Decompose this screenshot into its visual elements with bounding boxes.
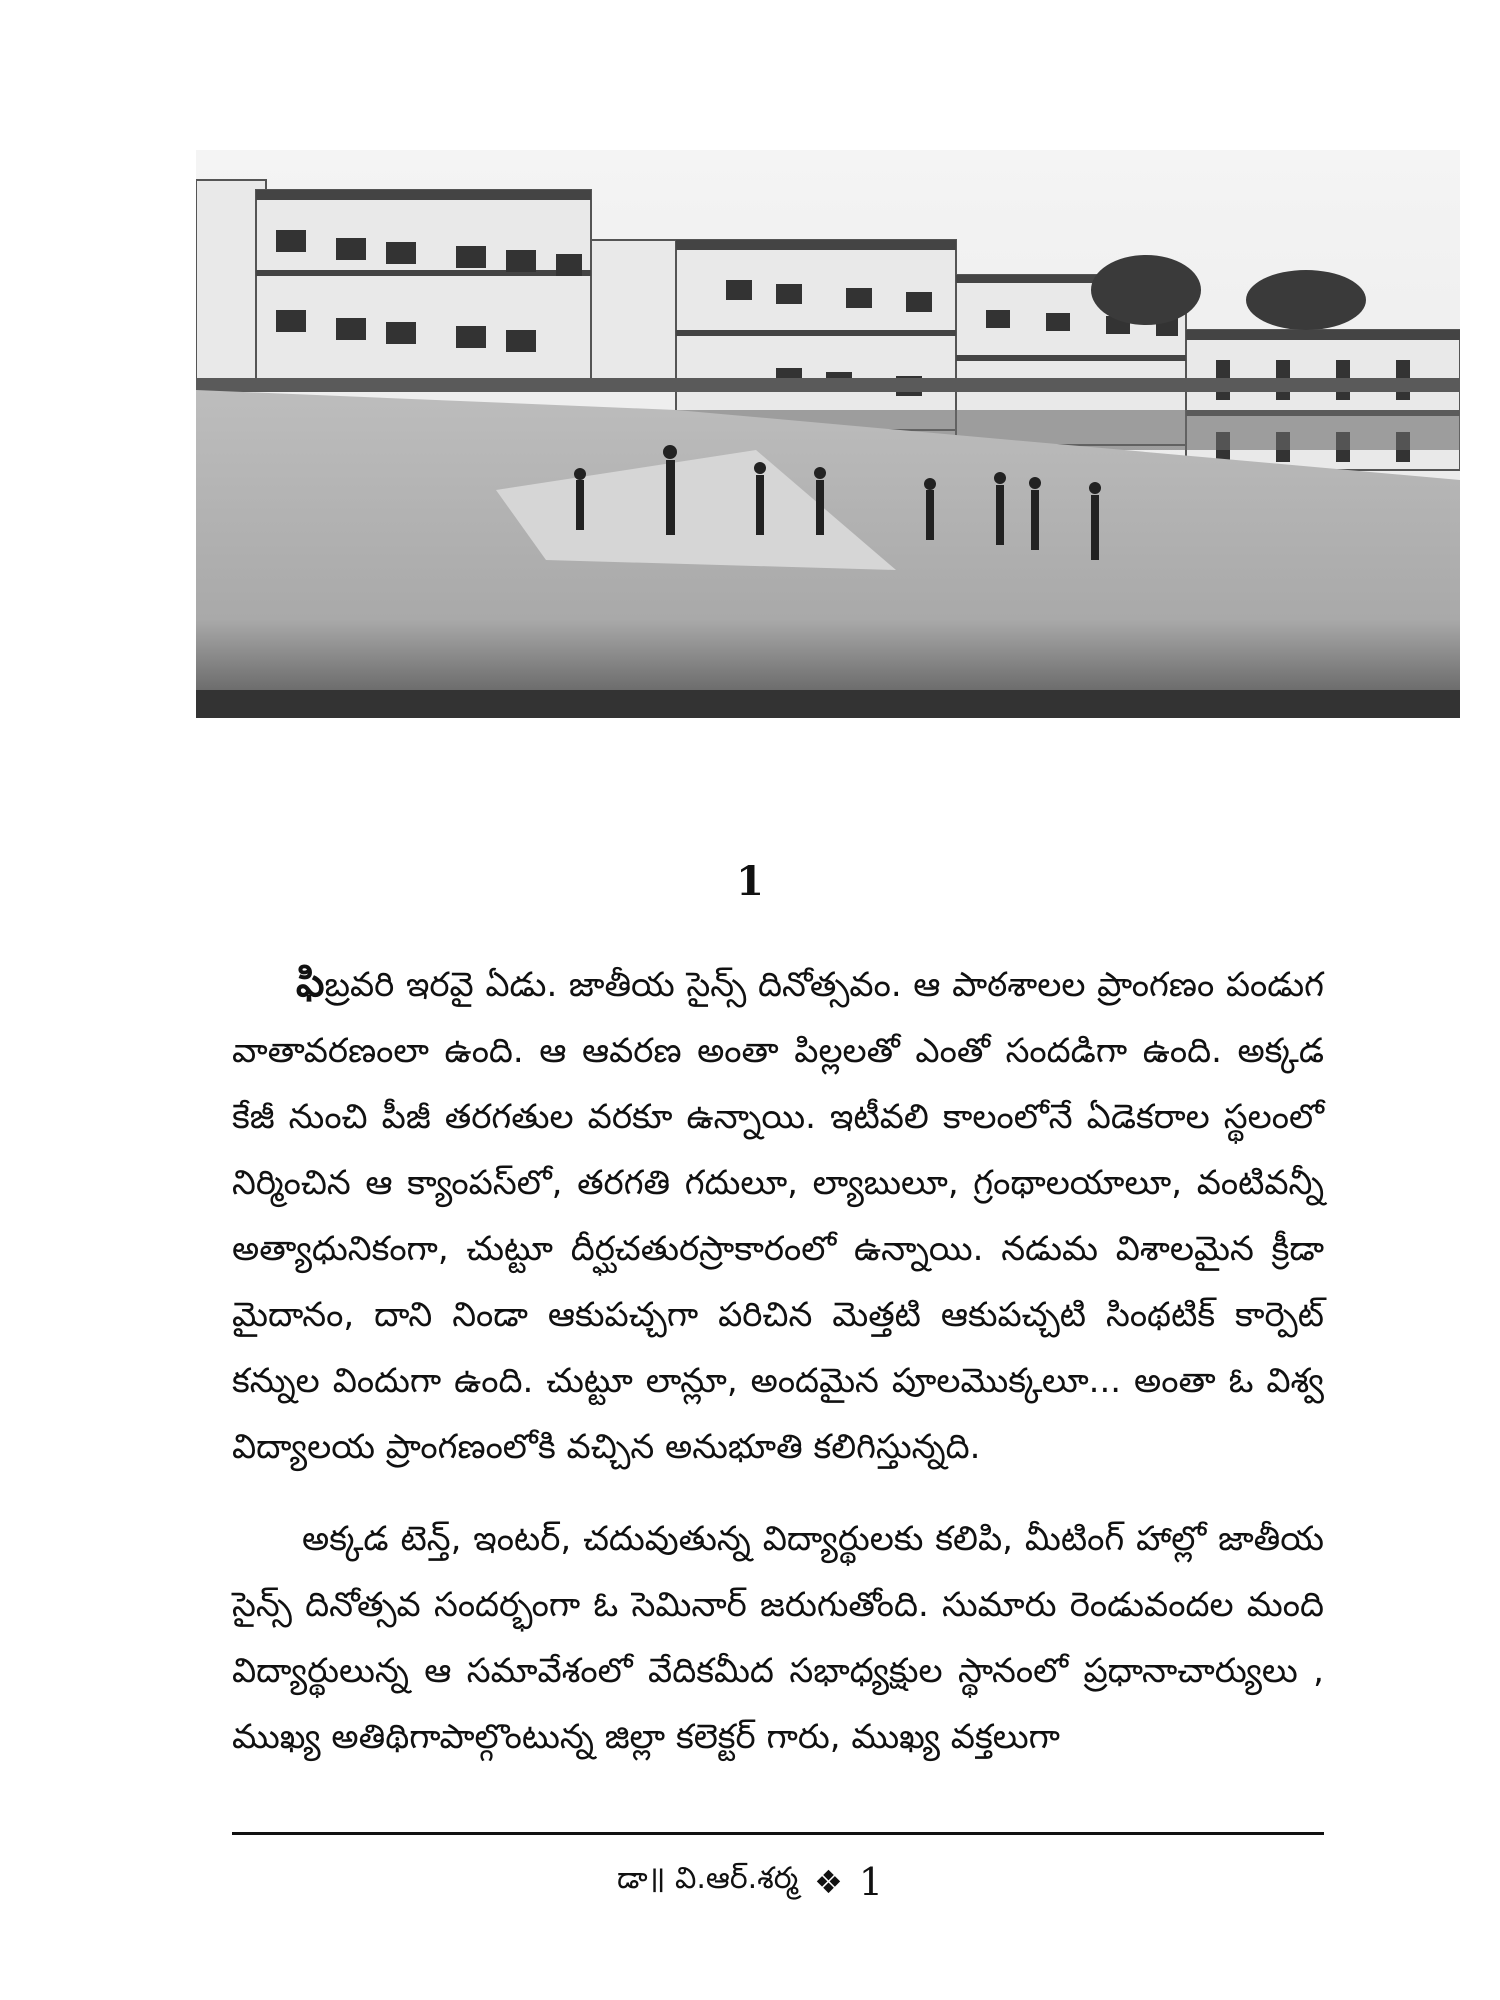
paragraph-1-text: బ్రవరి ఇరవై ఏడు. జాతీయ సైన్స్ దినోత్సవం. ఆ పాఠశాలల ప్రాంగణం పండుగ వాతావరణంలా ఉంది. ఆ ఆవరణ అంతా పిల్లలతో ఎంతో సందడిగా ఉంది. అక్కడ కేజీ నుంచి పీజీ తరగతుల వరకూ ఉన్నాయి. ఇటీవలి కాలంలోనే ఏడెకరాల స్థలంలో నిర్మించిన ఆ క్యాంపస్‌లో, తరగతి గదులూ, ల్యాబులూ, గ్రంథాలయాలూ, వంటివన్నీ అత్యాధునికంగా, చుట్టూ దీర్ఘచతురస్రాకారంలో ఉన్నాయి. నడుమ విశాలమైన క్రీడా మైదానం, దాని నిండా ఆకుపచ్చగా పరిచిన మెత్తటి ఆకుపచ్చటి సింథటిక్ కార్పెట్ కన్నుల విందుగా ఉంది. చుట్టూ లాన్లూ, అందమైన పూలమొక్కలూ... అంతా ఓ విశ్వ విద్యాలయ ప్రాంగణంలోకి వచ్చిన అనుభూతి కలిగిస్తున్నది. (232, 965, 1324, 1467)
page-footer (0, 1860, 1500, 1904)
campus-illustration (196, 150, 1460, 718)
page-number: 1 (858, 1860, 884, 1904)
hedge (196, 378, 1460, 392)
campus-photo (196, 150, 1460, 718)
paragraph-1 (232, 950, 1324, 1480)
paragraph-2: అక్కడ టెన్త్, ఇంటర్, చదువుతున్న విద్యార్థులకు కలిపి, మీటింగ్ హాల్లో జాతీయ సైన్స్ దినోత్సవ సందర్భంగా ఓ సెమినార్ జరుగుతోంది. సుమారు రెండువందల మంది విద్యార్థులున్న ఆ సమావేశంలో వేదికమీద సభాధ్యక్షుల స్థానంలో ప్రధానాచార్యులు , ముఖ్య అతిథిగాపాల్గొంటున్న జిల్లా కలెక్టర్ గారు, ముఖ్య వక్తలుగా (232, 1519, 1324, 1757)
footer-rule (232, 1832, 1324, 1835)
photo-bottom-edge (196, 690, 1460, 718)
chapter-body (232, 950, 1324, 1796)
author-name: డా॥ వి.ఆర్.శర్మ (616, 1861, 799, 1896)
ornament-icon: ❖ (814, 1863, 843, 1901)
drop-cap: ఫి (296, 960, 325, 1006)
chapter-number: 1 (736, 858, 764, 905)
